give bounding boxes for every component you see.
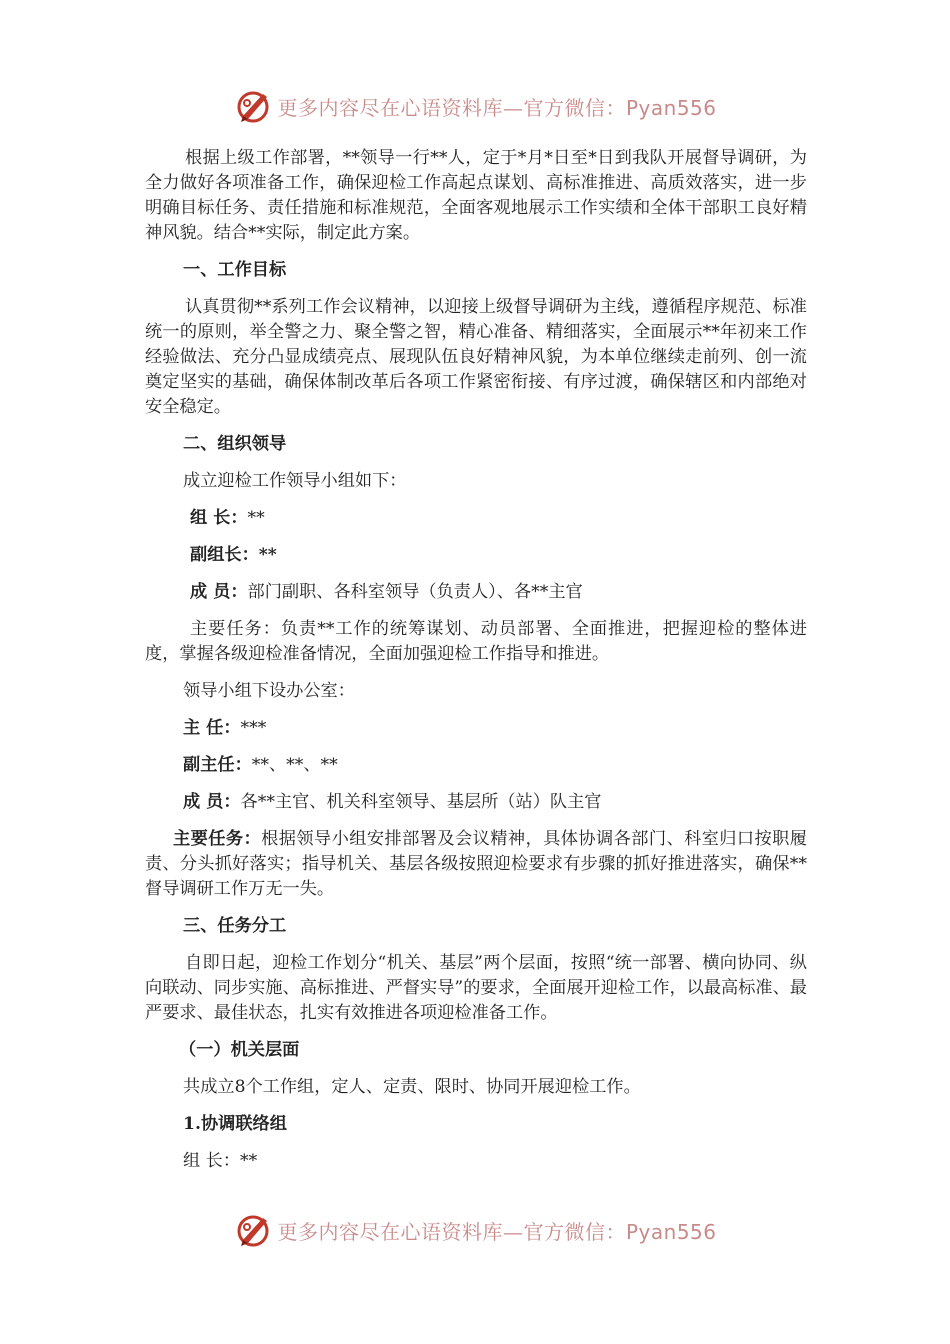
deputy-line: 副组长：** (190, 545, 277, 565)
group-intro: 成立迎检工作领导小组如下： (183, 471, 407, 491)
pen-logo-icon (233, 1210, 273, 1250)
last-leader-line (145, 1149, 807, 1174)
office-member-line (145, 790, 807, 815)
heading-goal: 一、工作目标 (183, 260, 287, 280)
leader-line (145, 506, 807, 531)
task2-value: 根据领导小组安排部署及会议精神，具体协调各部门、科室归口按职履责、分头抓好落实；指导机关、基层各级按照迎检要求有步骤的抓好推进落实，确保**督导调研工作万无一失。 (145, 829, 807, 899)
office-intro: 领导小组下设办公室： (183, 681, 355, 701)
last-leader-value: ** (240, 1151, 258, 1171)
heading-organization: 二、组织领导 (183, 434, 287, 454)
vice-director-label: 副主任： (183, 755, 252, 775)
division-paragraph: 自即日起，迎检工作划分“机关、基层”两个层面，按照“统一部署、横向协同、纵向联动、同步实施、高标推进、严督实导”的要求，全面展开迎检工作，以最高标准、最严要求、最佳状态，扎实有效推进各项迎检准备工作。 (145, 953, 807, 1023)
office-member-value: 各**主官、机关科室领导、基层所（站）队主官 (240, 792, 602, 812)
leader-label: 组 长： (190, 508, 248, 528)
vice-director-value: **、**、** (251, 755, 338, 775)
director-line (145, 716, 807, 741)
goal-paragraph: 认真贯彻**系列工作会议精神，以迎接上级督导调研为主线，遵循程序规范、标准统一的原则，举全警之力、聚全警之智，精心准备、精细落实，全面展示**年初来工作经验做法、充分凸显成绩亮点、展现队伍良好精神风貌，为本单位继续走前列、创一流奠定坚实的基础，确保体制改革后各项工作紧密衔接、有序过渡，确保辖区和内部绝对安全稳定。 (145, 297, 807, 417)
task2-paragraph (145, 827, 807, 902)
last-leader-label: 组 长： (183, 1151, 241, 1171)
task1-paragraph: 主要任务：负责**工作的统筹谋划、动员部署、全面推进，把握迎检的整体进度，掌握各级迎检准备情况，全面加强迎检工作指导和推进。 (145, 619, 807, 664)
intro-paragraph: 根据上级工作部署，**领导一行**人，定于*月*日至*日到我队开展督导调研，为全力做好各项准备工作，确保迎检工作高起点谋划、高标准推进、高质效落实，进一步明确目标任务、责任措施和标准规范，全面客观地展示工作实绩和全体干部职工良好精神风貌。结合**实际，制定此方案。 (145, 148, 807, 243)
wechat-id: Pyan556 (625, 1219, 717, 1244)
groups-paragraph: 共成立8个工作组，定人、定责、限时、协同开展迎检工作。 (183, 1077, 641, 1097)
heading-division: 三、任务分工 (183, 916, 287, 936)
director-value: *** (240, 718, 267, 738)
director-label: 主 任： (183, 718, 241, 738)
document-body (145, 146, 807, 1174)
leader-value: ** (247, 508, 265, 528)
member-line (145, 580, 807, 605)
banner-text: 更多内容尽在心语资料库—官方微信：Pyan556 (277, 95, 717, 120)
office-member-label: 成 员： (183, 792, 241, 812)
pen-logo-icon (233, 86, 273, 126)
task2-label: 主要任务： (173, 829, 262, 849)
heading-coordination-group: 1.协调联络组 (183, 1114, 287, 1134)
wechat-id: Pyan556 (625, 95, 717, 120)
header-banner (0, 84, 950, 128)
banner-text: 更多内容尽在心语资料库—官方微信：Pyan556 (277, 1219, 717, 1244)
vice-director-line (145, 753, 807, 778)
footer-banner (0, 1208, 950, 1252)
member-value: 部门副职、各科室领导（负责人）、各**主官 (247, 582, 583, 602)
heading-agency-level: （一）机关层面 (179, 1040, 300, 1060)
member-label: 成 员： (190, 582, 248, 602)
